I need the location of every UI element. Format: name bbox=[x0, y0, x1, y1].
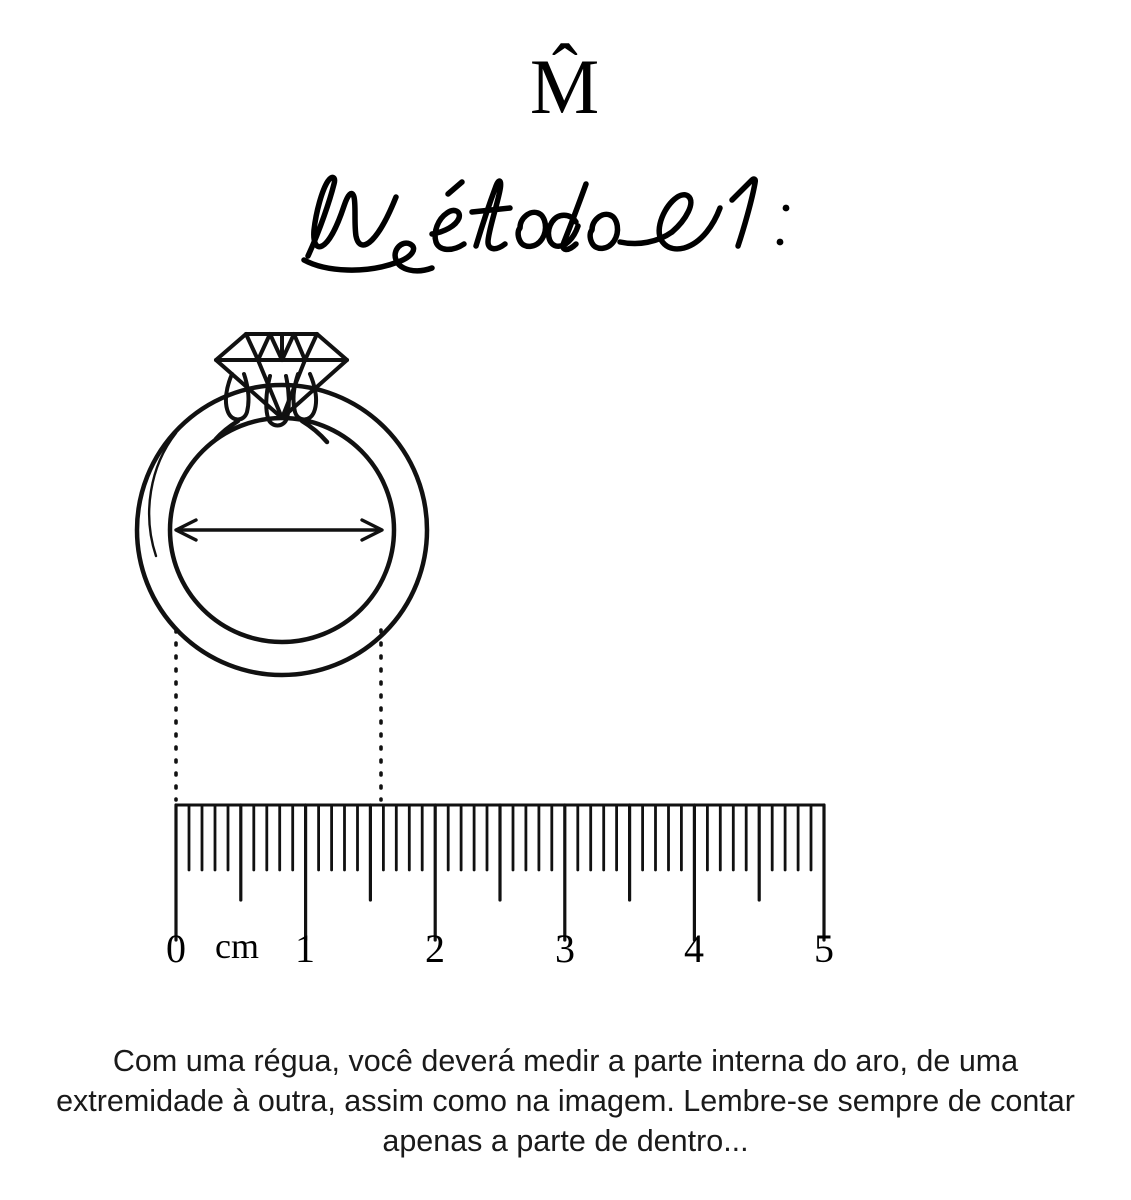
script-heading-lettering bbox=[286, 150, 846, 300]
diagram-svg bbox=[0, 300, 1131, 1020]
ruler-tick-label-1: 1 bbox=[295, 926, 315, 971]
inner-diameter-arrow bbox=[176, 520, 382, 540]
ruler-labels bbox=[0, 925, 1131, 985]
gemstone-icon bbox=[216, 334, 347, 418]
ruler-unit-label: cm bbox=[215, 926, 259, 966]
ruler-tick-label-5: 5 bbox=[814, 926, 834, 971]
ring-measurement-diagram bbox=[0, 300, 1131, 1020]
ruler-tick-label-4: 4 bbox=[684, 926, 704, 971]
ruler-tick-label-3: 3 bbox=[555, 926, 575, 971]
brand-monogram: M̂ bbox=[529, 43, 602, 130]
instruction-caption: Com uma régua, você deverá medir a parte interna do aro, de uma extremidade à outra, assim como na imagem. Lembre-se sempre de contar apenas a parte de dentro... bbox=[56, 1043, 1075, 1158]
ruler-tick-label-0: 0 bbox=[166, 926, 186, 971]
script-heading bbox=[0, 150, 1131, 300]
ruler bbox=[176, 805, 824, 940]
ruler-tick-label-2: 2 bbox=[425, 926, 445, 971]
